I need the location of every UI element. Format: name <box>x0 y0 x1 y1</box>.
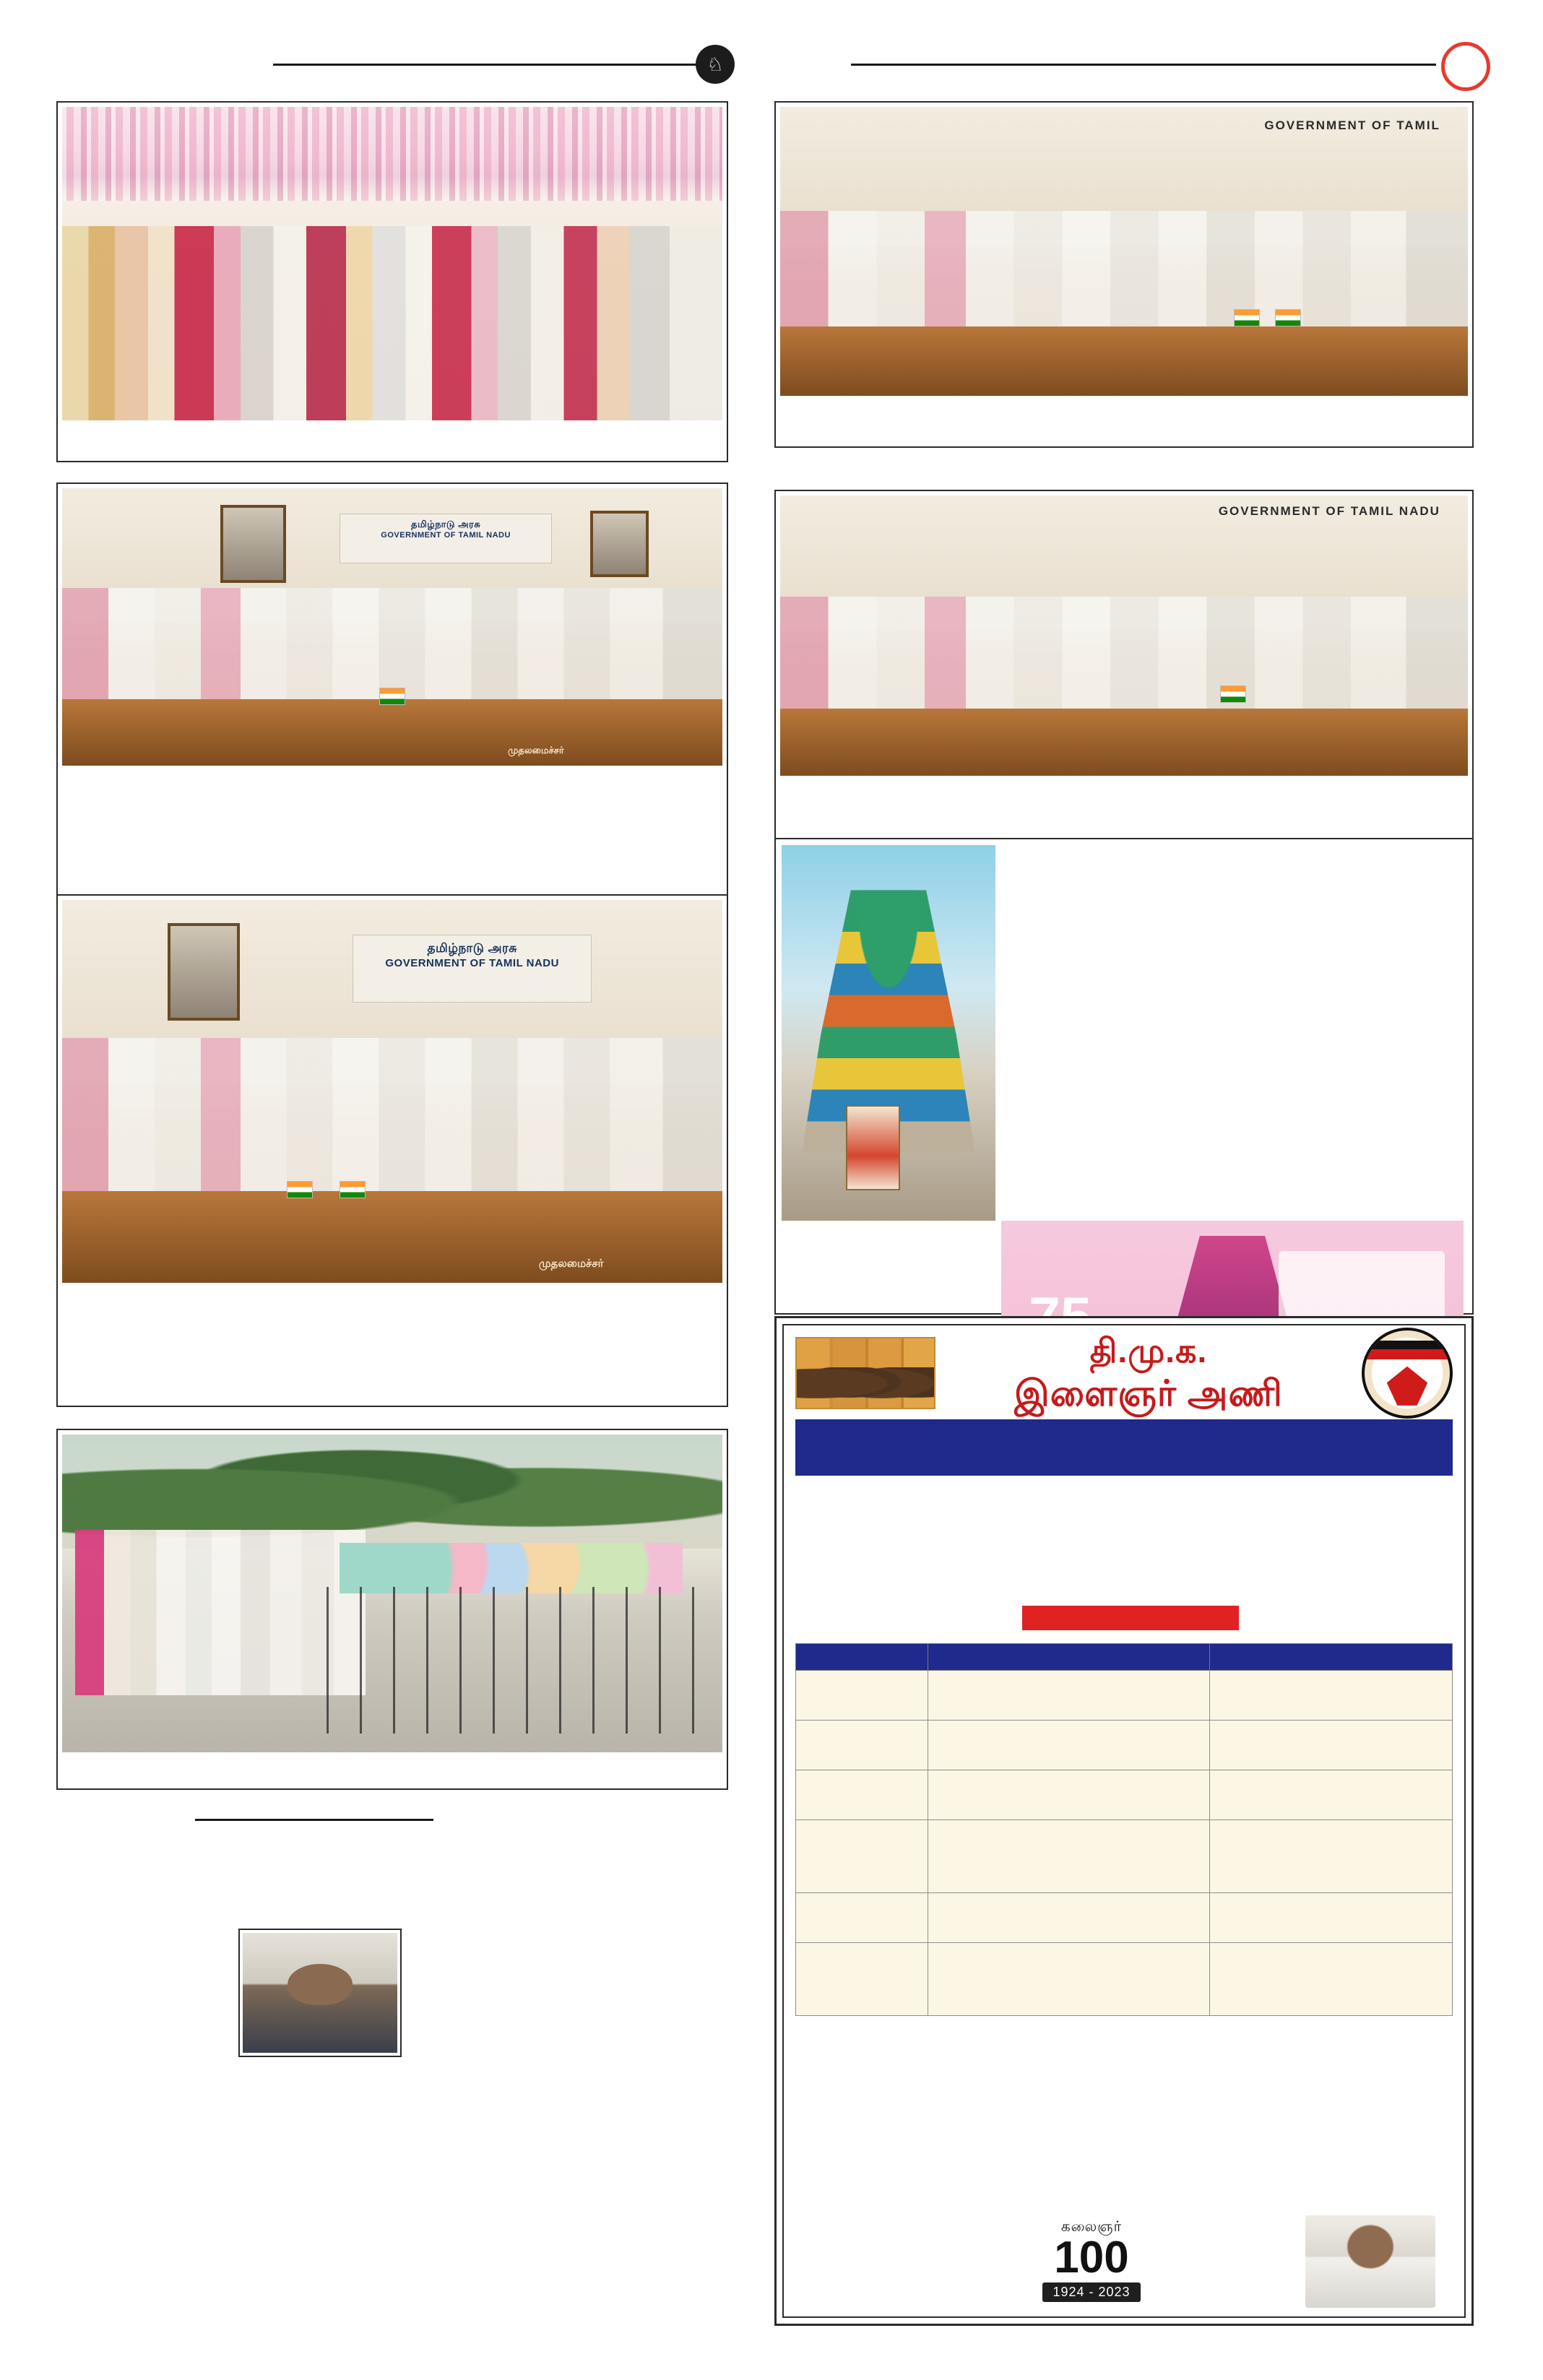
party-leaders-strip <box>795 1337 935 1409</box>
advert-cell <box>796 1721 928 1770</box>
advert-table-row <box>796 1721 1453 1770</box>
advert-cell <box>928 1770 1209 1820</box>
balloons-decoration <box>340 1543 683 1593</box>
advert-cell <box>1209 1721 1452 1770</box>
advert-cell <box>796 1770 928 1820</box>
signboard-tamil-4: தமிழ்நாடு அரசு <box>427 940 517 955</box>
temple-gopuram-photo <box>782 845 995 1221</box>
advert-cell <box>1209 1770 1452 1820</box>
header-rule-left <box>273 64 699 66</box>
advert-cell <box>1209 1893 1452 1943</box>
udhayanidhi-photo <box>1305 2215 1435 2308</box>
header-rule-right <box>851 64 1436 66</box>
temple-collage-frame <box>774 838 1474 1315</box>
advert-table-row <box>796 1943 1453 2016</box>
advert-table <box>795 1643 1453 2016</box>
advert-table-row <box>796 1671 1453 1721</box>
india-flag-icon <box>1220 685 1246 703</box>
advert-cell <box>928 1893 1209 1943</box>
advert-title-line2: இளைஞர் அணி <box>1014 1372 1283 1414</box>
officials-group <box>75 1530 366 1695</box>
desk-nameplate-4: முதலமைச்சர் <box>538 1258 604 1271</box>
dmk-youth-wing-logo <box>1362 1328 1453 1419</box>
advert-cell <box>1209 1671 1452 1721</box>
india-flag-icon <box>340 1181 366 1198</box>
advert-cell <box>928 1943 1209 2016</box>
india-flag-icon <box>1275 309 1301 326</box>
cm-meeting-photo-4 <box>62 900 722 1283</box>
advert-col-header-1 <box>796 1644 928 1671</box>
person-portrait-photo <box>243 1933 397 2053</box>
advert-table-row <box>796 1770 1453 1820</box>
india-flag-icon <box>287 1181 313 1198</box>
advert-cell <box>796 1943 928 2016</box>
advert-body-text <box>795 1480 1453 1588</box>
centenary-number: 100 <box>1054 2233 1129 2282</box>
section-divider-rule <box>195 1819 433 1821</box>
advert-cell <box>796 1893 928 1943</box>
advert-title <box>935 1332 1362 1414</box>
india-flag-icon <box>379 688 405 705</box>
signboard-english-4: GOVERNMENT OF TAMIL NADU <box>385 956 559 969</box>
signboard-english-1: GOVERNMENT OF TAMIL <box>1264 118 1440 132</box>
advert-banner-bar <box>795 1419 1453 1476</box>
leader-portrait-frame <box>168 923 239 1021</box>
advert-cell <box>1209 1820 1452 1893</box>
advert-table-header-row <box>796 1644 1453 1671</box>
centenary-kalaignar-text: கலைஞர் <box>1060 2219 1123 2235</box>
cm-meeting-frame-4 <box>56 894 728 1407</box>
leader-portrait-frame <box>590 511 649 577</box>
advert-col-header-2 <box>928 1644 1209 1671</box>
advert-cell <box>796 1671 928 1721</box>
advert-col-header-3 <box>1209 1644 1452 1671</box>
advert-cell <box>928 1671 1209 1721</box>
cycle-distribution-photo <box>62 1435 722 1752</box>
bicycles-row <box>327 1587 709 1733</box>
cm-meeting-frame-3 <box>774 490 1474 844</box>
wedding-photo-caption <box>69 426 715 455</box>
person-portrait-frame <box>238 1929 402 2057</box>
india-flag-icon <box>1234 309 1260 326</box>
cm-meeting-frame-2 <box>56 483 728 901</box>
advert-highlight-bar <box>1022 1606 1239 1630</box>
signboard-english-2: GOVERNMENT OF TAMIL NADU <box>381 530 511 540</box>
centenary-logo <box>1022 2215 1161 2303</box>
wedding-photo-frame <box>56 101 728 462</box>
centenary-years: 1924 - 2023 <box>1042 2282 1140 2302</box>
advert-cell <box>928 1721 1209 1770</box>
cm-meeting-frame-1 <box>774 101 1474 448</box>
signboard-english-3: GOVERNMENT OF TAMIL NADU <box>1218 503 1440 518</box>
advert-cell <box>928 1820 1209 1893</box>
cm-meeting-photo-1 <box>780 107 1468 396</box>
advert-header <box>795 1333 1453 1415</box>
cycle-distribution-frame <box>56 1429 728 1790</box>
advert-title-line1: தி.மு.க. <box>1089 1331 1208 1369</box>
state-emblem-icon: ♘ <box>696 45 735 84</box>
advert-cell <box>796 1820 928 1893</box>
desk-nameplate-2: முதலமைச்சர் <box>507 745 564 756</box>
cm-meeting-photo-2 <box>62 488 722 766</box>
advert-table-row <box>796 1820 1453 1893</box>
advert-table-row <box>796 1893 1453 1943</box>
wedding-group-photo <box>62 107 722 420</box>
cm-meeting-photo-3 <box>780 496 1468 776</box>
dmk-youth-wing-advert <box>774 1316 1474 2326</box>
event-poster <box>846 1105 900 1190</box>
advert-cell <box>1209 1943 1452 2016</box>
red-circle-icon <box>1441 42 1490 91</box>
page-header <box>0 0 1543 87</box>
signboard-tamil-2: தமிழ்நாடு அரசு <box>411 518 481 529</box>
leader-portrait-frame <box>220 505 285 583</box>
